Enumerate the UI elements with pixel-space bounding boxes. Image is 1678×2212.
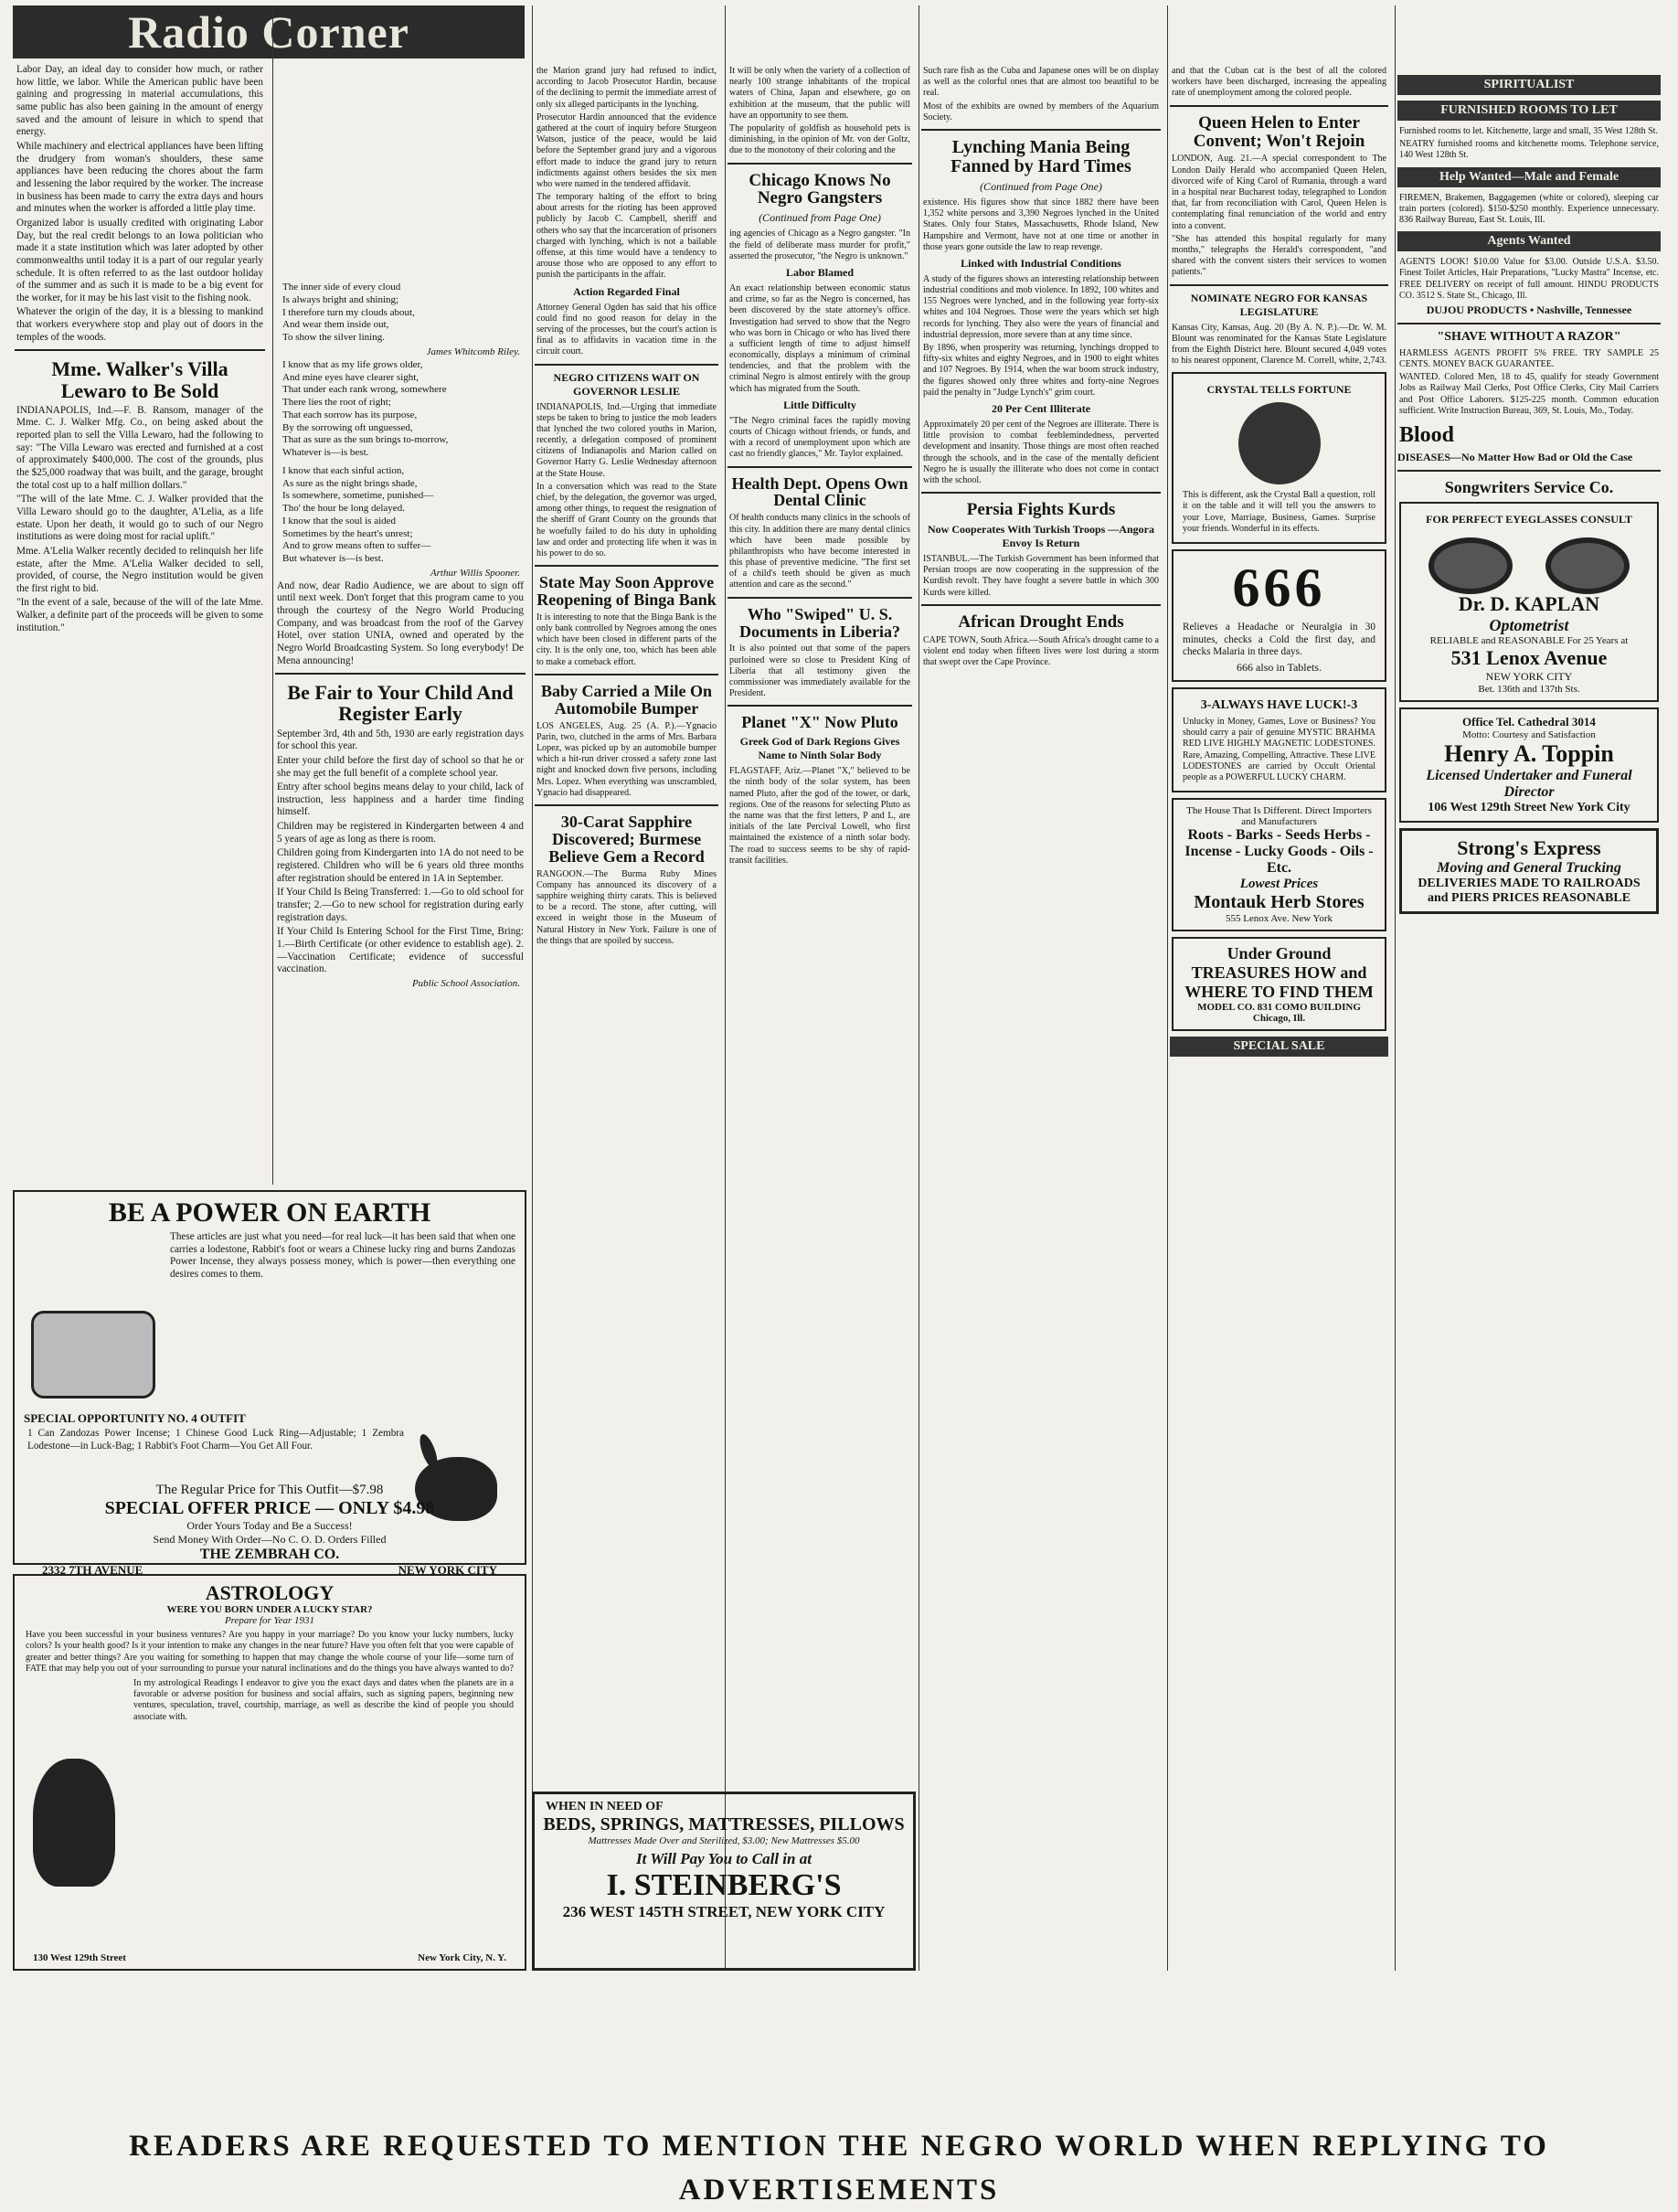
ad-toppin <box>1399 707 1659 823</box>
ad-kaplan-streets: Bet. 136th and 137th Sts. <box>1478 684 1580 696</box>
divider <box>1397 323 1661 324</box>
headline-walker-villa: Mme. Walker's Villa Lewaro to Be Sold <box>51 357 228 402</box>
column-6 <box>1167 5 1390 1971</box>
headline-liberia-documents: Who "Swiped" U. S. Documents in Liberia? <box>738 604 900 641</box>
eyeglasses-icon <box>1419 532 1639 587</box>
headline-chicago-gangsters: Chicago Knows No Negro Gangsters <box>749 170 891 208</box>
ad-kaplan-address: 531 Lenox Avenue <box>1450 646 1608 670</box>
ad-kaplan-tag: RELIABLE and REASONABLE For 25 Years at <box>1429 635 1629 647</box>
divider <box>1170 284 1388 286</box>
poem-byline-2: Arthur Willis Spooner. <box>430 567 520 579</box>
ad-astro-sub2: Prepare for Year 1931 <box>224 1615 315 1627</box>
ad-treasure-title: Under Ground TREASURES HOW and WHERE TO FIND THEM <box>1184 944 1374 1002</box>
article-liberia: It is also pointed out that some of the papers purloined were so close to President King of Liberia that all testimony given the commissioner was immediately available for the President. <box>729 643 910 699</box>
article-aquarium-p2: The popularity of goldfish as household pets is diminishing, in the opinion of Mr. von der Goltz, due to the monotony of their coloring and the <box>729 122 910 156</box>
ad-crystal-title: CRYSTAL TELLS FORTUNE <box>1206 383 1352 397</box>
ad-shave-title: "SHAVE WITHOUT A RAZOR" <box>1437 329 1621 344</box>
ad-herb-line1: The House That Is Different. Direct Importers and Manufacturers <box>1186 805 1372 828</box>
headline-dental-clinic: Health Dept. Opens Own Dental Clinic <box>731 473 908 510</box>
ad-strong-name: Strong's Express <box>1457 836 1601 860</box>
ad-special-sale: SPECIAL SALE <box>1170 1037 1388 1057</box>
newspaper-page <box>13 5 1665 2207</box>
ad-power-send: Send Money With Order—No C. O. D. Orders Filled <box>153 1533 387 1546</box>
ad-kaplan-city: NEW YORK CITY <box>1485 670 1573 684</box>
article-child-p2: Enter your child before the first day of school so that he or she may get the full benefit of a complete school year. <box>277 754 524 779</box>
headline-binga-bank: State May Soon Approve Reopening of Binga Bank <box>536 573 717 610</box>
ad-astro-street: 130 West 129th Street <box>33 1952 126 1963</box>
ad-astrology <box>13 1574 526 1971</box>
ad-astro-body2: In my astrological Readings I endeavor to give you the exact days and dates when the planets are in a favorable or adverse position for business and social affairs, such as signing papers, beginning new ventures, speculation, travel, courtship, marriage, as well as describe the kind of people you should associate with. <box>133 1678 514 1722</box>
classified-agents-body: AGENTS LOOK! $10.00 Value for $3.00. Outside U.S.A. $3.50. Finest Toilet Articles, Hair Preparations, "Lucky Mastra" Incense, etc. FREE DELIVERY on receipt of full amount. HINDU PRODUCTS CO. 3512 S. State St., Chicago, Ill. <box>1399 257 1659 301</box>
headline-drought: African Drought Ends <box>958 611 1124 632</box>
ad-treasures <box>1172 937 1386 1031</box>
article-baby: LOS ANGELES, Aug. 25 (A. P.).—Ygnacio Parin, two, clutched in the arms of Mrs. Barbara Lopez, was picked up by an automobile bumper which a hit-run driver crossed a safety zone last night and knocked down five persons, including Mrs. Lopez. When everything was unscrambled, Ygnacio had disappeared. <box>536 720 717 798</box>
column-3 <box>532 5 720 1971</box>
ad-beds-intro: WHEN IN NEED OF <box>546 1800 664 1813</box>
ad-toppin-motto: Motto: Courtesy and Satisfaction <box>1462 729 1596 741</box>
ad-strongs-express <box>1399 828 1659 914</box>
divider <box>275 673 526 675</box>
headline-baby-bumper: Baby Carried a Mile On Automobile Bumper <box>541 681 712 718</box>
section-banner: Radio Corner <box>13 5 525 58</box>
article-walker-p1: INDIANAPOLIS, Ind.—F. B. Ransom, manager of the Mme. C. J. Walker Mfg. Co., on being asked about the reported plan to sell the Villa Lewaro, had the following to say: "The Villa Lewaro was erected and furnished at a cost of approximately $400,000. The cost of the grounds, plus the $25,000 roadway that was built, and the garage, brought the total cost up to a half million dollars." <box>16 404 263 491</box>
ad-blood-title: Blood <box>1399 423 1455 447</box>
classified-agents-wanted: Agents Wanted <box>1397 231 1661 251</box>
divider <box>727 163 912 165</box>
ad-power-city: NEW YORK CITY <box>398 1563 497 1577</box>
headline-pluto: Planet "X" Now Pluto <box>741 713 898 732</box>
article-walker-p4: "In the event of a sale, because of the will of the late Mme. Walker, a definite part of the proceeds will be given to some institution." <box>16 597 263 633</box>
ad-lucky-title: 3-ALWAYS HAVE LUCK!-3 <box>1200 697 1358 712</box>
continued-note: (Continued from Page One) <box>980 179 1102 193</box>
ad-strong-tag: DELIVERIES MADE TO RAILROADS and PIERS PRICES REASONABLE <box>1418 877 1641 906</box>
divider <box>727 705 912 707</box>
footer-notice: READERS ARE REQUESTED TO MENTION THE NEGRO WORLD WHEN REPLYING TO ADVERTISEMENTS <box>129 2130 1549 2207</box>
article-marion-p3: The temporary halting of the effort to bring about arrests for the rioting has been approved publicly by Jacob C. Campbell, sheriff and others who say that the incarceration of prisoners charged with lynching, which is not a bailable offense, at this time would have a tendency to arouse those who are opposed to any effort to punish the participants in the affair. <box>536 192 717 281</box>
subhead-pluto: Greek God of Dark Regions Gives Name to Ninth Solar Body <box>739 735 900 762</box>
article-child-p1: September 3rd, 4th and 5th, 1930 are early registration days for school this year. <box>277 728 524 752</box>
ad-beds-address: 236 WEST 145TH STREET, NEW YORK CITY <box>562 1903 886 1920</box>
ad-power-street: 2332 7TH AVENUE <box>42 1563 143 1577</box>
classified-spiritualist: SPIRITUALIST <box>1397 75 1661 95</box>
ad-toppin-address: 106 West 129th Street New York City <box>1428 801 1630 815</box>
column-5 <box>919 5 1163 1971</box>
article-child-p5: Children going from Kindergarten into 1A do not need to be registered. Children who will be 6 years old three months after registration should be entered in 1A in September. <box>277 847 524 884</box>
ad-herb-address: 555 Lenox Ave. New York <box>1225 913 1333 925</box>
article-governor-p1: INDIANAPOLIS, Ind.—Urging that immediate steps be taken to bring to justice the mob leaders that lynched the two colored youths in Marion, recently, a delegation composed of prominent citizens of Indianapolis and Marion called on Governor Harry G. Leslie Wednesday afternoon at the State House. <box>536 401 717 479</box>
classified-help-wanted: Help Wanted—Male and Female <box>1397 167 1661 187</box>
headline-register-early: Be Fair to Your Child And Register Early <box>287 681 514 726</box>
divider <box>727 597 912 599</box>
article-child-p6: If Your Child Is Being Transferred: 1.—Go to old school for transfer; 2.—Go to new school for registration during early registration days. <box>277 887 524 923</box>
classified-dujou: DUJOU PRODUCTS • Nashville, Tennessee <box>1426 303 1632 316</box>
divider <box>727 466 912 468</box>
subhead-little-difficulty: Little Difficulty <box>783 398 856 411</box>
subhead-labor-blamed: Labor Blamed <box>785 265 855 279</box>
classified-room-1: Furnished rooms to let. Kitchenette, large and small, 35 West 128th St. <box>1399 126 1658 136</box>
ad-kaplan-name: Dr. D. KAPLAN <box>1458 592 1600 616</box>
ad-toppin-name: Henry A. Toppin <box>1444 740 1614 768</box>
classified-govt-jobs: WANTED. Colored Men, 18 to 45, qualify for steady Government Jobs as Railway Mail Clerks, Post Office Clerks, City Mail Carriers and Post Office Laborers. $125-225 month. Common education sufficient. Write Instruction Bureau, 369, St. Louis, Mo., Today. <box>1399 372 1659 416</box>
divider <box>921 129 1161 131</box>
article-lynching-p1: existence. His figures show that since 1882 there have been 1,352 white persons and 3,390 Negroes lynched in the United States. Only four States, Massachusetts, Rhode Island, New Hampshire and Vermont, have not at one time or another in those years gone outside the law to reap revenge. <box>923 197 1159 252</box>
column-2 <box>272 5 527 1185</box>
divider <box>535 804 718 806</box>
crystal-ball-icon <box>1238 402 1321 484</box>
divider <box>535 674 718 675</box>
article-lynching-p2: A study of the figures shows an interesting relationship between industrial conditions and mob violence. In 1892, 100 whites and 155 Negroes were lynched, and in the following year forty-six whites and 104 Negroes. Those were the years which set high records for lynching. They also were the years of financial and industrial depression, more severe than at any time since. <box>923 273 1159 340</box>
ad-herb-name: Montauk Herb Stores <box>1194 892 1365 913</box>
subhead-illiterate: 20 Per Cent Illiterate <box>991 401 1091 415</box>
ad-astro-sub: WERE YOU BORN UNDER A LUCKY STAR? <box>166 1604 373 1616</box>
divider <box>535 364 718 366</box>
ad-power-body: These articles are just what you need—for real luck—it has been said that when one carries a lodestone, Rabbit's foot or wears a Chinese lucky ring and burns Zandozas Power Incense, they always possess money, which is power—then everything one desires comes to them. <box>170 1231 515 1280</box>
article-persia: ISTANBUL.—The Turkish Government has been informed that Persian troops are now cooperating in the suppression of the Kurdish revolt. They have fought a severe battle in which 300 Kurds were killed. <box>923 554 1159 598</box>
article-labor-day-p2: While machinery and electrical appliances have been lifting the drudgery from woman's shoulders, these same appliances have been reducing the chores about the farm and lessening the labor required by the worker. The increase in business has been made to carry the extra days and hours and minutes when the worker is afforded a little play time. <box>16 140 263 215</box>
ad-montauk-herb <box>1172 798 1386 931</box>
poem-byline: James Whitcomb Riley. <box>426 346 520 357</box>
article-marion-p2: Prosecutor Hardin announced that the evidence gathered at the court of inquiry before Sturgeon Watson, justice of the peace, would be laid before the September grand jury and a vigorous effort made to induce the grand jury to return indictments against others besides the six men who were named in the tendered affidavit. <box>536 112 717 189</box>
article-cuban-p1: and that the Cuban cat is the best of all the colored workers have been discharged, increasing the appealing rate of unemployment among the colored people. <box>1172 66 1386 99</box>
article-kansas: Kansas City, Kansas, Aug. 20 (By A. N. P.).—Dr. W. M. Blount was renominated for the Kansas State Legislature from the Eighth District here. Blount secured 4,049 votes to his nearest opponent, Clarence M. Correll, white, 2,743. <box>1172 322 1386 367</box>
poem-silver-lining: The inner side of every cloud Is always bright and shining; I therefore turn my clouds about, And wear them inside out, To show the silver lining. <box>282 282 415 343</box>
headline-persia-kurds: Persia Fights Kurds <box>966 500 1116 520</box>
divider <box>1170 105 1388 107</box>
ad-666-number: 666 <box>1232 558 1326 618</box>
ad-herb-prices: Lowest Prices <box>1239 877 1319 892</box>
article-fish-p2: Most of the exhibits are owned by members of the Aquarium Society. <box>923 101 1159 122</box>
article-chicago-p2: An exact relationship between economic status and crime, so far as the Negro is concerned, has been discovered by the state attorney's office. Investigation had served to show that the Negro who was born in Chicago or who has lived there a sufficient length of time to adjust himself economically, displays a minimum of criminal tendencies, and that the problem with the criminal Negro is almost entirely with the group which has migrated from the South. <box>729 282 910 394</box>
subhead-persia: Now Cooperates With Turkish Troops —Angora Envoy Is Return <box>928 523 1154 549</box>
article-child-p3: Entry after school begins means delay to your child, lack of instruction, less happiness and a harder time finding himself. <box>277 782 524 818</box>
article-aquarium-p1: It will be only when the variety of a collection of nearly 100 strange inhabitants of the tropical waters of China, Japan and elsewhere, go on exhibition at the museum, that the public will have an opportunity to see them. <box>729 66 910 121</box>
poem-whatever-is-best: I know that as my life grows older, And mine eyes have clearer sight, That under each rank wrong, somewhere There lies the root of right; That each sorrow has its purpose, By the sorrowing oft unguessed, That as sure as the sun brings to-morrow, Whatever is—is best. I know that each sinful action, As sure as the night brings shade, Is somewhere, sometime, punished— Tho' the hour be long delayed. I know that the soul is aided Sometimes by the heart's unrest; And to grow means often to suffer— But whatever is—is best. <box>282 358 449 564</box>
ad-steinberg-beds <box>532 1792 916 1971</box>
article-marion-p1: the Marion grand jury had refused to indict, according to Jacob Prosecutor Hardin, because of the declining to permit the immediate arrest of only six alleged participants in the lynching. <box>536 66 717 110</box>
astrologer-portrait-icon <box>33 1759 115 1887</box>
continued-note: (Continued from Page One) <box>759 211 881 225</box>
ad-666-tablets: 666 also in Tablets. <box>1237 660 1322 674</box>
lucky-ring-icon <box>31 1311 155 1398</box>
ad-shave-body: HARMLESS AGENTS PROFIT 5% FREE. TRY SAMPLE 25 CENTS. MONEY BACK GUARANTEE. <box>1399 347 1659 370</box>
article-chicago-p3: "The Negro criminal faces the rapidly moving courts of Chicago without friends, or funds, and with a record of unemployment upon which are cast no friendly glances," Mr. Taylor explained. <box>729 415 910 460</box>
article-labor-day-p1: Labor Day, an ideal day to consider how much, or rather how little, we labor. While the American public have been gaining and progressing in material accumulations, this same public has also been gaining in the amount of energy saved and the amount of leisure in which to spend that energy. <box>16 64 263 138</box>
ad-power-offer-title: SPECIAL OPPORTUNITY NO. 4 OUTFIT <box>24 1411 246 1425</box>
ad-beds-prices: Mattresses Made Over and Sterilized, $3.00; New Mattresses $5.00 <box>588 1835 860 1846</box>
article-child-p7: If Your Child Is Entering School for the First Time, Bring: 1.—Birth Certificate (or other evidence to establish age). 2.—Vaccination Certificate; evidence of successful vaccination. <box>277 926 524 975</box>
article-child-p4: Children may be registered in Kindergarten between 4 and 5 years of age as long as there is room. <box>277 821 524 845</box>
ad-kaplan-title: Optometrist <box>1489 616 1569 635</box>
article-lynching-p3: By 1896, when prosperity was returning, lynchings dropped to fifty-six whites and eighty Negroes, and in 1900 to eight whites and 107 Negroes. By 1914, when the war boom struck industry, the figures showed only three whites and forty-nine Negroes paid the penalty in "Judge Lynch's" grim court. <box>923 343 1159 398</box>
ad-astro-body: Have you been successful in your business ventures? Are you happy in your marriage? Do you know your lucky numbers, lucky colors? Is your health good? Is it your intention to make any changes in the near future? Have you often felt that you were capable of greater and better things? Are you waiting for something to happen that may change the whole course of your life—some turn of FATE that may help you out of your surrounding to pursue your natural inclinations and do the things you have always wanted to do? <box>26 1630 514 1674</box>
ad-beds-items: BEDS, SPRINGS, MATTRESSES, PILLOWS <box>543 1814 905 1834</box>
ad-lucky-lodestones <box>1172 687 1386 792</box>
ad-songwriters: Songwriters Service Co. <box>1444 478 1614 497</box>
ad-crystal-fortune <box>1172 372 1386 544</box>
article-fish-p1: Such rare fish as the Cuba and Japanese ones will be on display as well as the colorful ones that are almost too beautiful to be real. <box>923 66 1159 99</box>
article-pluto: FLAGSTAFF, Ariz.—Planet "X," believed to be the ninth body of the solar system, has been named Pluto, after the god of the tower, or dark, regions. One of the reasons for selecting Pluto as the name was that the first letters, P and L, are initials of the late Percival Lowell, who first maintained the existence of a ninth solar body. The road to success seems to be shy of rapid-transit facilities. <box>729 766 910 866</box>
divider <box>921 604 1161 606</box>
article-binga: It is interesting to note that the Binga Bank is the only bank controlled by Negroes among the ones which have been closed in different parts of the city. It is the only one, too, which has been able to make a comeback effort. <box>536 611 717 667</box>
classified-room-2: NEATRY furnished rooms and kitchenette rooms. Telephone service, 140 West 128th St. <box>1399 139 1659 161</box>
ad-crystal-body: This is different, ask the Crystal Ball a question, roll it on the table and it will tell you the answers to your Love, Marriage, Business, Games. Surprise your friends. Wonderful in its effects. <box>1183 490 1375 534</box>
article-walker-p2: "The will of the late Mme. C. J. Walker provided that the Villa Lewaro should go to the daughter, A'Lelia, as a life estate. Upon her death, it would go to such of our Negro institutions as were doing most for racial uplift." <box>16 494 263 543</box>
ad-treasure-address: MODEL CO. 831 COMO BUILDING Chicago, Ill. <box>1197 1002 1361 1025</box>
article-drought: CAPE TOWN, South Africa.—South Africa's drought came to a violent end today when fifteen lives were lost during a storm that swept over the Cape Province. <box>923 634 1159 668</box>
article-labor-day-p3: Organized labor is usually credited with originating Labor Day, but the real credit belongs to an Iowa politician who made it a state institution which was later adopted by other commonwealths until today it is a part of our regular yearly schedule. It is often referred to as the last outdoor holiday of the summer and as such it is made to be a big event for the worker, for it may be his last visit to the fishing nook. <box>16 217 263 303</box>
divider <box>15 349 265 351</box>
ad-herb-products: Roots - Barks - Seeds Herbs - Incense - Lucky Goods - Oils - Etc. <box>1184 827 1374 877</box>
article-lynching-p4: Approximately 20 per cent of the Negroes are illiterate. There is little provision to combat feeblemindedness, perverted development and insanity. Those things are most often reached through the schools, and in the case of the mentally deficient Negro he is usually the illiterate who does not come in contact with the school. <box>923 419 1159 485</box>
ad-666-body: Relieves a Headache or Neuralgia in 30 minutes, checks a Cold the first day, and checks Malaria in three days. <box>1183 622 1375 658</box>
ad-power-regular: The Regular Price for This Outfit—$7.98 <box>155 1483 384 1497</box>
ad-toppin-title: Licensed Undertaker and Funeral Director <box>1426 768 1632 801</box>
ad-beds-name: I. STEINBERG'S <box>606 1868 842 1902</box>
headline-kansas-nominee: NOMINATE NEGRO FOR KANSAS LEGISLATURE <box>1190 291 1368 318</box>
subhead-industrial: Linked with Industrial Conditions <box>961 256 1121 270</box>
ad-power-title: BE A POWER ON EARTH <box>108 1197 431 1228</box>
ad-lucky-body: Unlucky in Money, Games, Love or Business? You should carry a pair of genuine MYSTIC BRAHMA RED LIVE HIGHLY MAGNETIC LODESTONES. Rare, Amazing, Compelling, Attractive. These LIVE LODESTONES are carried by Occult Oriental people as a POWERFUL LUCKY CHARM. <box>1183 716 1375 782</box>
headline-queen-helen: Queen Helen to Enter Convent; Won't Rejoin <box>1193 112 1365 151</box>
divider <box>535 565 718 567</box>
ad-blood-sub: DISEASES—No Matter How Bad or Old the Case <box>1397 451 1633 464</box>
article-dental: Of health conducts many clinics in the schools of this city. In addition there are many dental clinics which have been made possible by philanthropists who have become interested in this phase of preventive medicine. "The first set of a child's teeth should be given as much attention and care as the second." <box>729 513 910 590</box>
ad-astro-title: ASTROLOGY <box>205 1581 335 1604</box>
ad-666 <box>1172 549 1386 682</box>
article-walker-p3: Mme. A'Lelia Walker recently decided to relinquish her life estate, after the Mme. A'Lelia Walker decided to sell, provided, of course, the Negro institution would be given the first right to bid. <box>16 545 263 594</box>
ad-kaplan-header: FOR PERFECT EYEGLASSES CONSULT <box>1426 513 1632 526</box>
article-labor-day-p4: Whatever the origin of the day, it is a blessing to mankind that workers everywhere stop and play out of doors in the temples of the woods. <box>16 306 263 343</box>
ad-power-company: THE ZEMBRAH CO. <box>199 1547 340 1562</box>
classified-help-body: FIREMEN, Brakemen, Baggagemen (white or colored), sleeping car train porters (colored). $150-$250 monthly. Experience unnecessary. 836 Railway Bureau, East St. Louis, Ill. <box>1399 192 1659 225</box>
article-queen-p1: LONDON, Aug. 21.—A special correspondent to The London Daily Herald who accompanied Queen Helen, divorced wife of King Carol of Rumania, through a ward in a hospital near Bucharest today, telegraphed to London that, far from reconciliation with Carol, Queen Helen is contemplating final renunciation of the world and entry into a convent. <box>1172 154 1386 231</box>
headline-negro-citizens: NEGRO CITIZENS WAIT ON GOVERNOR LESLIE <box>553 370 700 398</box>
classified-furnished-rooms: FURNISHED ROOMS TO LET <box>1397 101 1661 121</box>
radio-sign-off: And now, dear Radio Audience, we are about to sign off until next week. Don't forget that this program came to you through the courtesy of the Negro World Producing Company, and was broadcast from the roof of the Garvey Hotel, over station UNIA, owned and operated by the Negro World Broadcasting System. So long everybody! De Mena announcing! <box>277 580 524 666</box>
article-child-byline: Public School Association. <box>411 978 520 989</box>
headline-lynching-mania: Lynching Mania Being Fanned by Hard Times <box>951 136 1131 176</box>
divider <box>921 492 1161 494</box>
ad-power-special: SPECIAL OFFER PRICE — ONLY $4.98 <box>104 1498 435 1518</box>
ad-power-offer: 1 Can Zandozas Power Incense; 1 Chinese Good Luck Ring—Adjustable; 1 Zembra Lodestone—in Luck-Bag; 1 Rabbit's Foot Charm—You Get All Four. <box>27 1428 404 1452</box>
column-4 <box>725 5 914 1971</box>
article-governor-p2: In a conversation which was read to the State chief, by the delegation, the governor was urged, among other things, to request the resignation of the sheriff of Grant County on the grounds that he woefully failed to do his duty in upholding law and order and protecting life when it was in his power to do so. <box>536 481 717 558</box>
ad-power-order: Order Yours Today and Be a Success! <box>186 1519 353 1532</box>
ad-beds-call: It Will Pay You to Call in at <box>636 1850 812 1867</box>
ad-strong-service: Moving and General Trucking <box>1437 860 1621 877</box>
ad-kaplan <box>1399 502 1659 702</box>
ad-power-on-earth <box>13 1190 526 1577</box>
article-marion-p4: Attorney General Ogden has said that his office could find no good reason for delay in the serving of the processes, but the court's action is final as to affidavits in vacation time in the circuit court. <box>536 302 717 357</box>
ad-astro-city: New York City, N. Y. <box>418 1952 506 1963</box>
column-7 <box>1395 5 1662 1971</box>
headline-sapphire: 30-Carat Sapphire Discovered; Burmese Believe Gem a Record <box>548 812 705 866</box>
divider <box>1397 470 1661 472</box>
article-sapphire: RANGOON.—The Burma Ruby Mines Company has announced its discovery of a sapphire weighing thirty carats. This is believed to be a record. The stone, after cutting, will exceed in weight those in the Museum of Natural History in New York. Failure is one of the things that are spoiled by success. <box>536 868 717 946</box>
ad-toppin-tel: Office Tel. Cathedral 3014 <box>1462 715 1596 729</box>
article-queen-p2: "She has attended this hospital regularly for many months," telegraphs the Herald's correspondent, "and shared with the convent sisters their services to women patients." <box>1172 233 1386 278</box>
article-chicago-p1: ing agencies of Chicago as a Negro gangster. "In the field of deliberate mass murder for profit," asserted the prosecutor, "the Negro is unknown." <box>729 229 910 261</box>
subhead-action-final: Action Regarded Final <box>573 284 680 298</box>
